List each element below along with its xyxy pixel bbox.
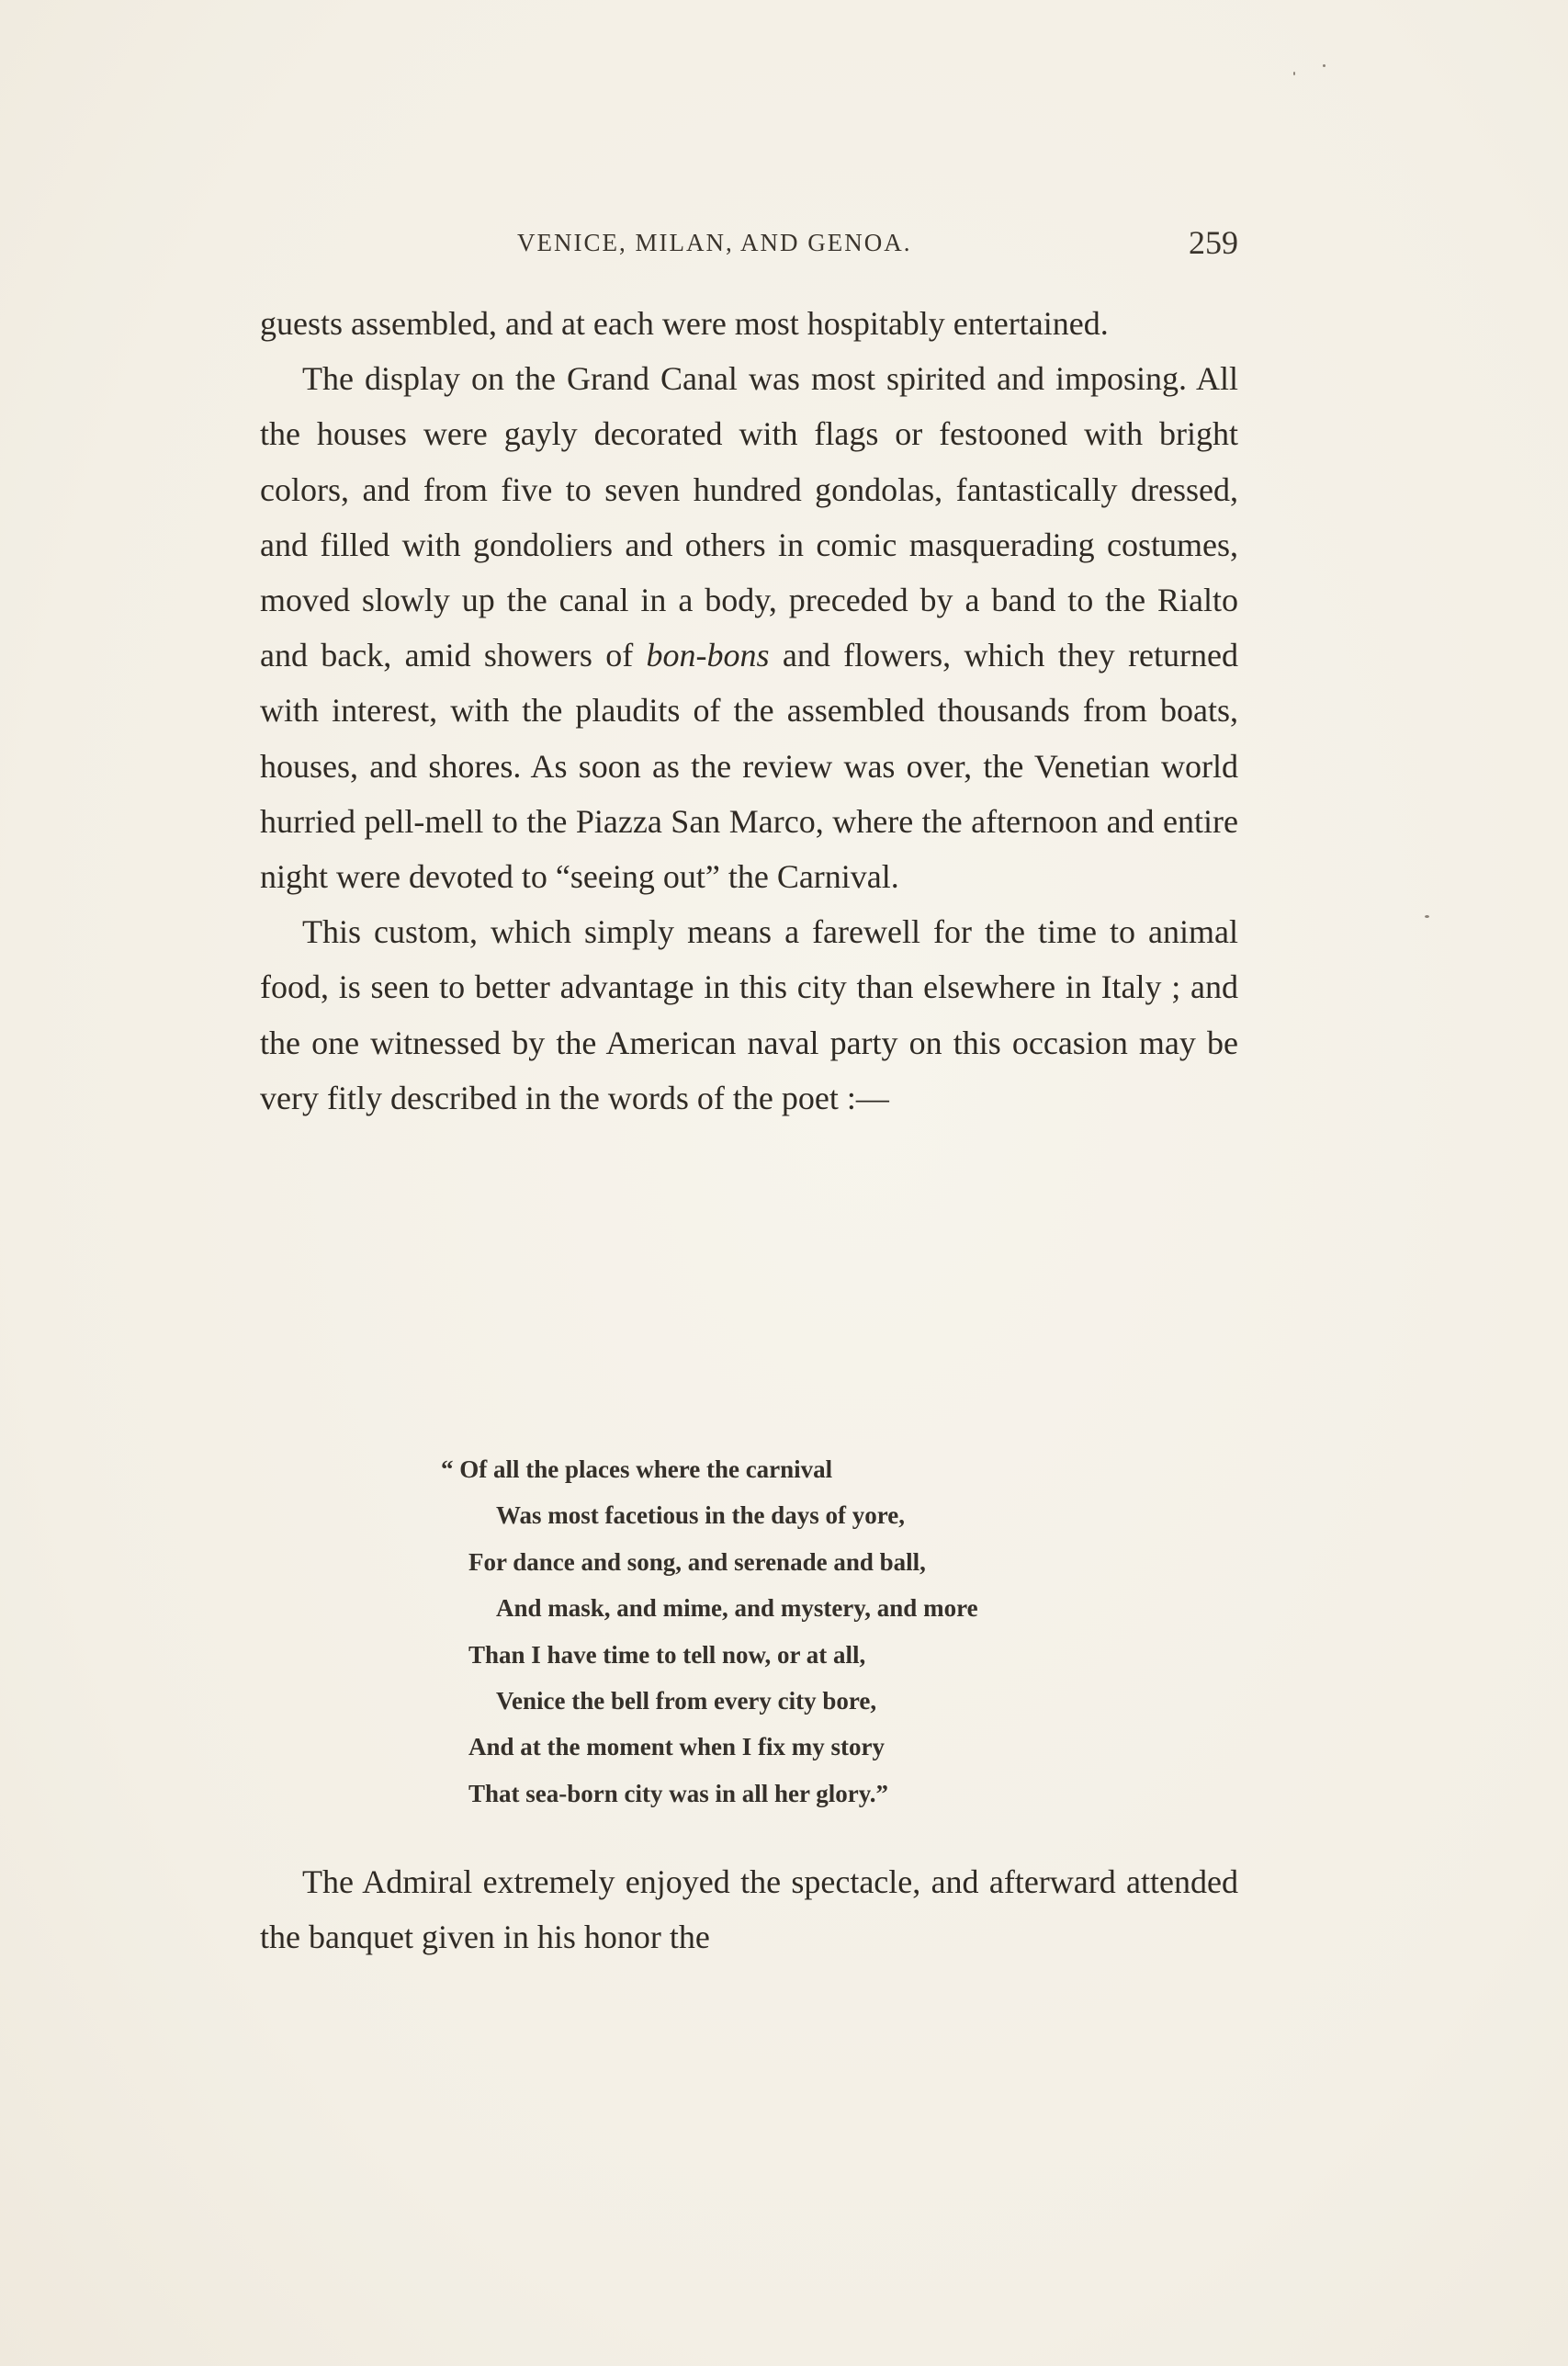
body-text [260,296,1238,1126]
poem-line: For dance and song, and serenade and ball, [468,1547,926,1576]
poem-line: Than I have time to tell now, or at all, [468,1640,866,1669]
page-number: 259 [1189,224,1238,261]
after-poem-text [260,1854,1238,1964]
paragraph-2-rest: and flowers, which they returned with interest, with the plaudits of the assembled thousands from boats, houses, and shores. As soon as the review was over, the Venetian world hurried pell-mell to the Piazza San Marco, where the afternoon and entire night were devoted to “seeing out” the Carnival. [260,637,1239,896]
paper-speck [1293,72,1295,75]
poem-line: Was most facetious in the days of yore, [496,1501,905,1530]
running-head: VENICE, MILAN, AND GENOA. [517,229,912,256]
paragraph-4: The Admiral extremely enjoyed the spectacle, and afterward attended the banquet given in his honor the [260,1863,1238,1956]
paragraph-2-italic: bon-bons [646,637,770,674]
paragraph-3: This custom, which simply means a farewell for the time to animal food, is seen to better advantage in this city than elsewhere in Italy ; and the one witnessed by the American naval party on this occasion may be very fitly described in the words of the poet :— [260,913,1238,1116]
paper-speck [1323,64,1325,67]
poem-line: And at the moment when I fix my story [468,1733,885,1761]
poem-line: That sea-born city was in all her glory.” [468,1779,889,1807]
poem-line: Venice the bell from every city bore, [496,1687,877,1715]
poem-line: And mask, and mime, and mystery, and more [496,1594,978,1623]
paragraph-2-text: The display on the Grand Canal was most spirited and imposing. All the houses were gayly decorated with flags or festooned with bright colors, and from five to seven hundred gondolas, fantastically dressed, and filled with gondoliers and others in comic masquerading costumes, moved slowly up the canal in a body, preceded by a band to the Rialto and back, amid showers of [260,360,1238,674]
paragraph-1: guests assembled, and at each were most hospitably entertained. [260,305,1109,342]
paragraph-2 [260,351,1238,904]
paper-speck [1425,915,1429,918]
page-header [260,223,1238,269]
poem-quote [441,1446,978,1817]
poem-line: “ Of all the places where the carnival [441,1455,833,1483]
